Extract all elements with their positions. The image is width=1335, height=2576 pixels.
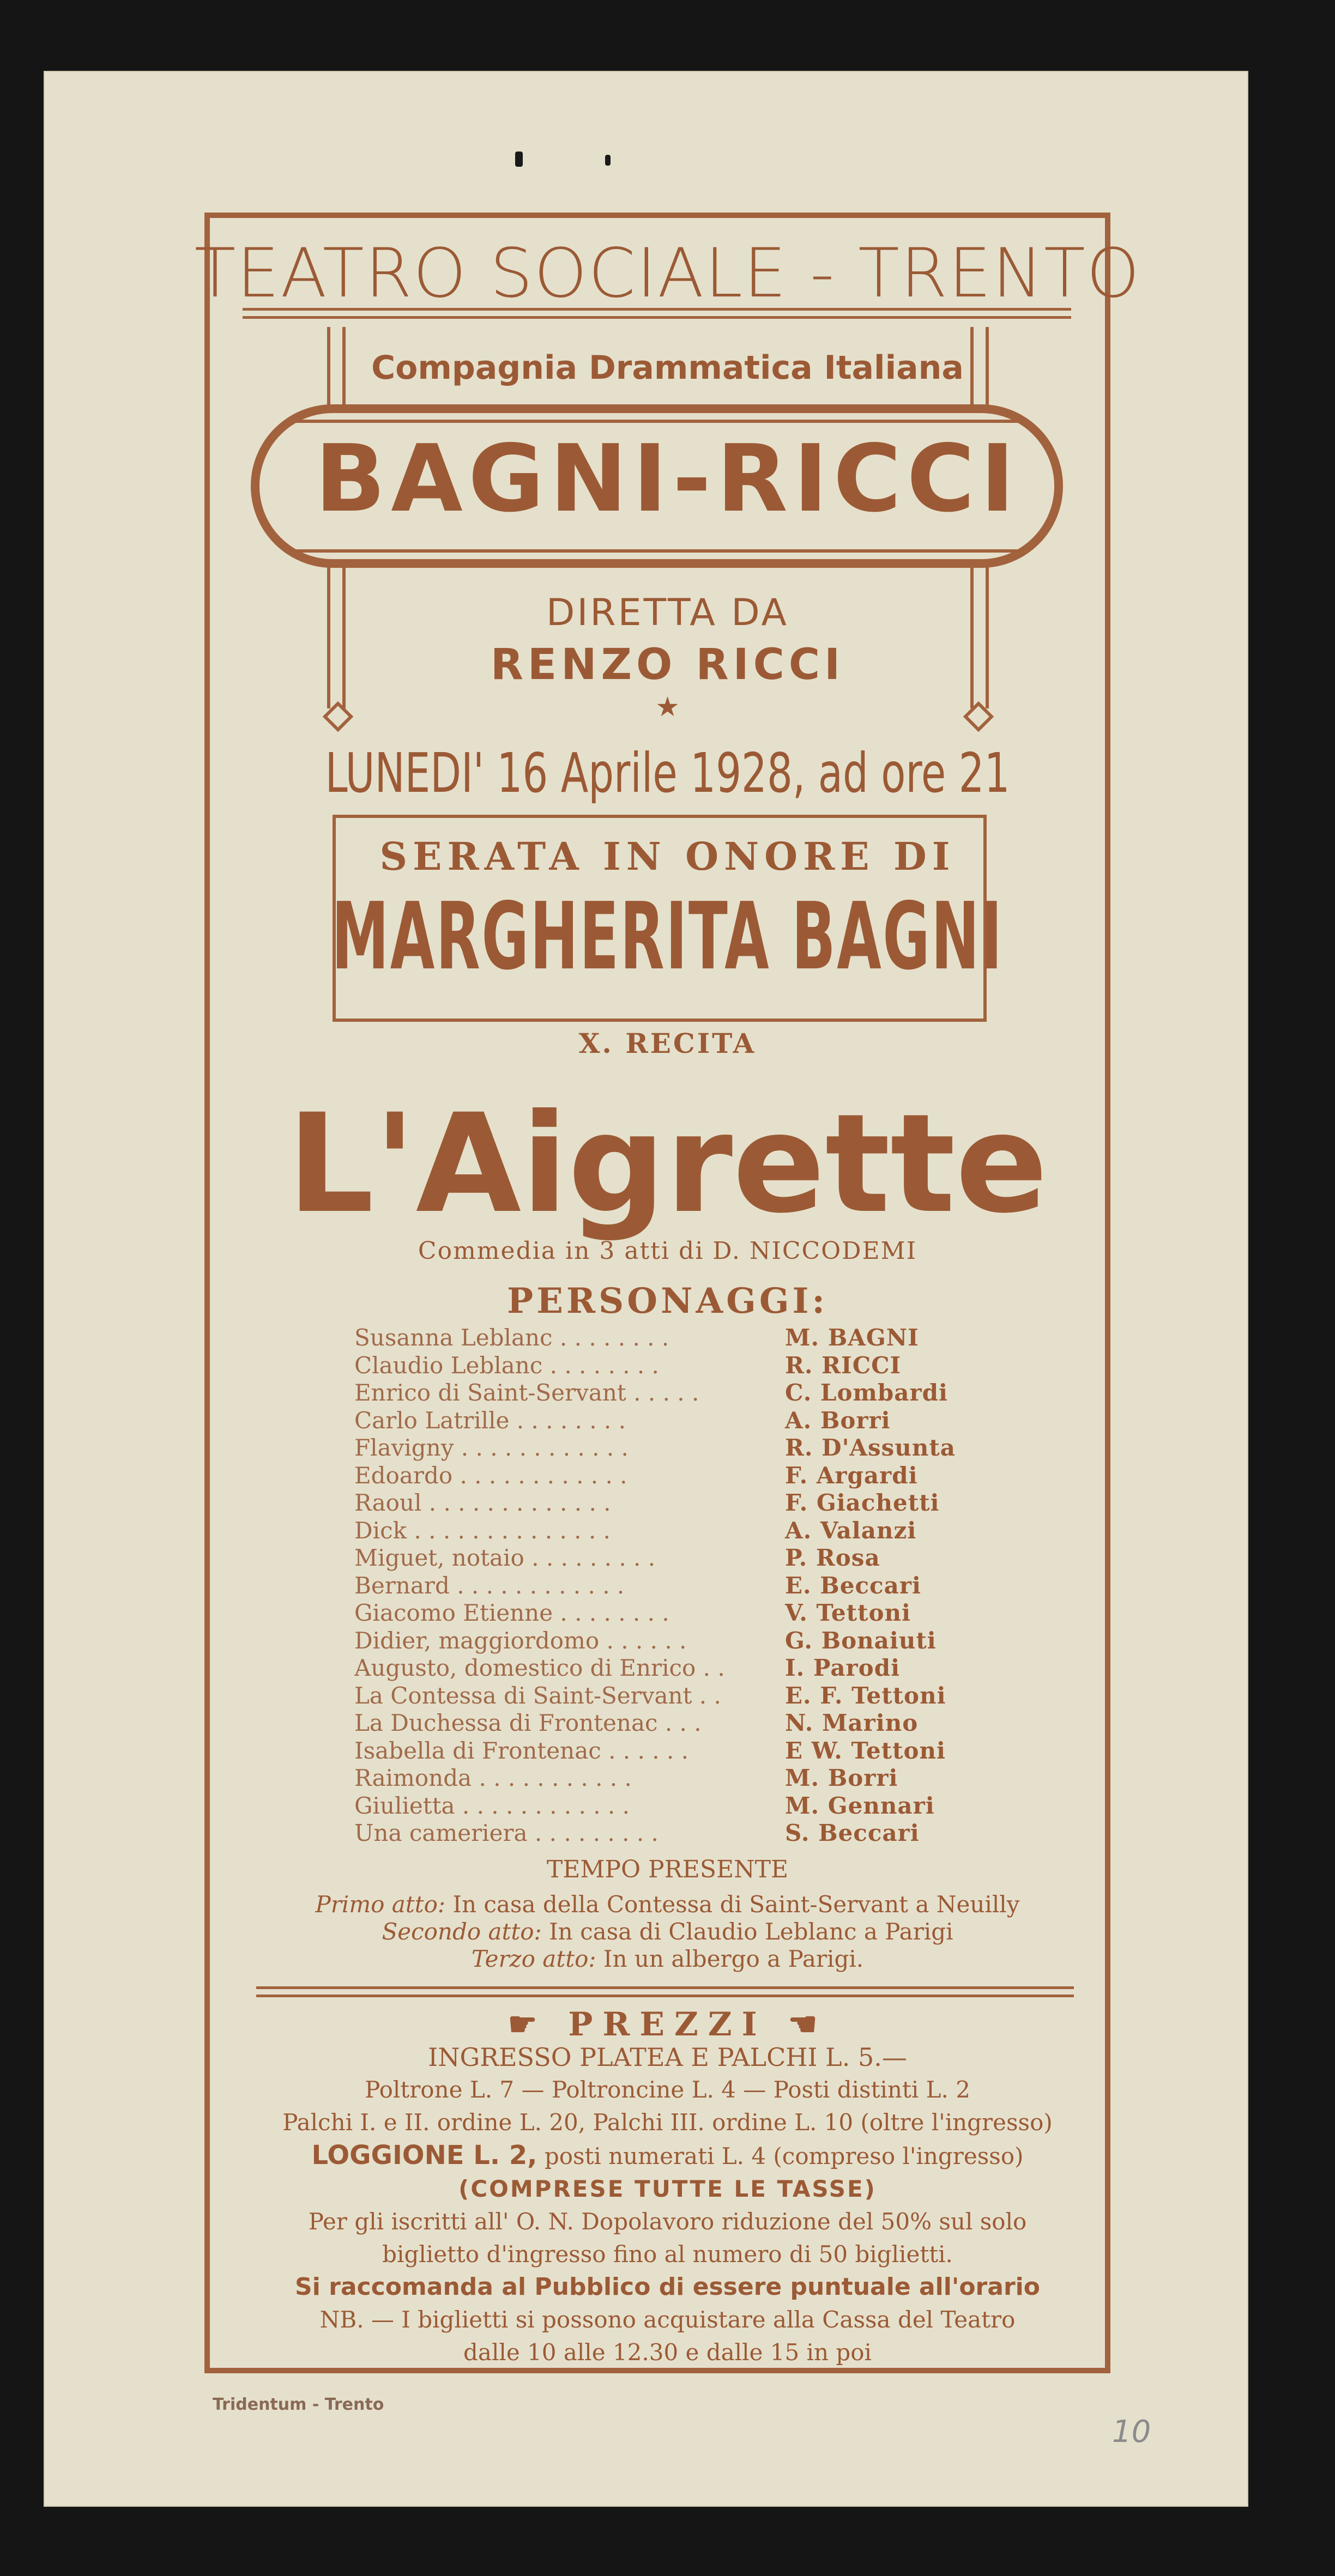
cast-actor: V. Tettoni (785, 1599, 911, 1626)
pointing-hand-left-icon: ☚ (788, 2005, 827, 2044)
cast-list (354, 1324, 998, 1847)
pointing-hand-right-icon: ☛ (508, 2005, 547, 2044)
honor-intro: SERATA IN ONORE DI (379, 834, 956, 879)
punch-hole (515, 151, 523, 167)
cast-row (354, 1820, 998, 1847)
cast-row (354, 1517, 998, 1545)
cast-actor: A. Borri (785, 1407, 891, 1434)
cast-role: Claudio Leblanc . . . . . . . . (354, 1351, 659, 1379)
act-text: In casa della Contessa di Saint-Servant a Neuilly (452, 1891, 1020, 1918)
cast-actor: I. Parodi (785, 1654, 901, 1681)
price-line: Palchi I. e II. ordine L. 20, Palchi III. ordine L. 10 (oltre l'ingresso) (282, 2109, 1053, 2136)
cast-row (354, 1765, 998, 1792)
cast-role: Didier, maggiordomo . . . . . . (354, 1627, 687, 1654)
price-line: Poltrone L. 7 — Poltroncine L. 4 — Posti distinti L. 2 (365, 2076, 970, 2103)
cast-row (354, 1544, 998, 1572)
cast-row (354, 1599, 998, 1627)
discount-line: biglietto d'ingresso fino al numero di 50 biglietti. (382, 2241, 953, 2268)
ticket-note: NB. — I biglietti si possono acquistare alla Cassa del Teatro (319, 2306, 1016, 2333)
prices-block (0, 2041, 1335, 2369)
cast-actor: E. Beccari (785, 1572, 921, 1599)
act-line (0, 1891, 1335, 1918)
performance-date: LUNEDI' 16 Aprile 1928, ad ore 21 (325, 741, 1010, 805)
theatre-name: TEATRO SOCIALE - TRENTO (194, 234, 1141, 313)
price-ingresso: INGRESSO PLATEA E PALCHI L. 5.— (428, 2042, 907, 2072)
cast-role: Susanna Leblanc . . . . . . . . (354, 1324, 669, 1351)
cast-actor: E W. Tettoni (785, 1737, 946, 1764)
cast-role: Raimonda . . . . . . . . . . . (354, 1765, 632, 1791)
cast-row (354, 1462, 998, 1490)
cast-role: Giacomo Etienne . . . . . . . . (354, 1599, 669, 1626)
cast-role: Giulietta . . . . . . . . . . . . (354, 1792, 630, 1819)
cast-role: Edoardo . . . . . . . . . . . . (354, 1462, 627, 1489)
cast-actor: P. Rosa (785, 1544, 880, 1571)
price-tasse: (COMPRESE TUTTE LE TASSE) (458, 2175, 877, 2202)
act-label: Secondo atto: (382, 1918, 542, 1945)
cast-row (354, 1737, 998, 1765)
act-line (0, 1945, 1335, 1973)
printer-credit: Tridentum - Trento (213, 2395, 384, 2414)
act-label: Terzo atto: (471, 1945, 596, 1972)
divider (256, 1986, 1074, 1989)
cast-role: Enrico di Saint-Servant . . . . . (354, 1379, 699, 1406)
cast-role: Flavigny . . . . . . . . . . . . (354, 1434, 629, 1461)
cast-actor: A. Valanzi (785, 1517, 917, 1544)
cast-actor: M. Borri (785, 1765, 898, 1791)
cast-actor: M. Gennari (785, 1792, 935, 1819)
act-label: Primo atto: (315, 1891, 446, 1918)
divider (243, 316, 1071, 319)
prices-title: PREZZI (568, 2005, 767, 2044)
tempo-label: TEMPO PRESENTE (546, 1856, 789, 1883)
cast-role: Raoul . . . . . . . . . . . . . (354, 1489, 611, 1516)
cast-role: La Contessa di Saint-Servant . . (354, 1682, 721, 1709)
troupe-name: BAGNI-RICCI (315, 425, 1020, 533)
cast-role: Miguet, notaio . . . . . . . . . (354, 1544, 656, 1571)
cast-actor: C. Lombardi (785, 1379, 948, 1406)
price-loggione-rest: posti numerati L. 4 (compreso l'ingresso) (544, 2143, 1024, 2169)
act-text: In casa di Claudio Leblanc a Parigi (549, 1918, 953, 1945)
cast-role: Augusto, domestico di Enrico . . (354, 1654, 725, 1681)
cast-row (354, 1379, 998, 1407)
cast-actor: S. Beccari (785, 1820, 920, 1846)
archive-number: 10 (1112, 2414, 1151, 2450)
director-name: RENZO RICCI (490, 640, 845, 689)
cast-row (354, 1682, 998, 1710)
act-text: In un albergo a Parigi. (603, 1945, 864, 1972)
cast-role: Dick . . . . . . . . . . . . . . (354, 1517, 611, 1544)
cast-row (354, 1627, 998, 1655)
cast-actor: E. F. Tettoni (785, 1682, 946, 1709)
cast-actor: G. Bonaiuti (785, 1627, 937, 1654)
cast-role: Carlo Latrille . . . . . . . . (354, 1407, 626, 1434)
cast-row (354, 1434, 998, 1462)
play-title: L'Aigrette (287, 1084, 1048, 1243)
directed-by-label: DIRETTA DA (546, 591, 789, 634)
cast-actor: F. Giachetti (785, 1489, 940, 1516)
cast-row (354, 1489, 998, 1517)
company-name: Compagnia Drammatica Italiana (371, 349, 964, 387)
act-line (0, 1918, 1335, 1945)
cast-actor: M. BAGNI (785, 1324, 919, 1351)
honoree-name: MARGHERITA BAGNI (331, 883, 1004, 991)
punctuality-note: Si raccomanda al Pubblico di essere puntuale all'orario (295, 2273, 1040, 2301)
cast-actor: F. Argardi (785, 1462, 918, 1489)
cast-role: La Duchessa di Frontenac . . . (354, 1710, 702, 1736)
cast-row (354, 1572, 998, 1600)
recita-number: X. RECITA (578, 1027, 757, 1059)
acts-list (0, 1891, 1335, 1973)
star-icon: ★ (655, 691, 680, 723)
cast-role: Isabella di Frontenac . . . . . . (354, 1737, 688, 1764)
cast-row (354, 1407, 998, 1435)
cast-row (354, 1654, 998, 1682)
cast-actor: R. D'Assunta (785, 1434, 956, 1461)
cast-heading: PERSONAGGI: (506, 1281, 829, 1322)
play-subtitle: Commedia in 3 atti di D. NICCODEMI (418, 1237, 917, 1265)
cast-row (354, 1710, 998, 1737)
cast-row (354, 1324, 998, 1352)
cast-row (354, 1352, 998, 1380)
discount-line: Per gli iscritti all' O. N. Dopolavoro riduzione del 50% sul solo (308, 2208, 1027, 2235)
divider (243, 308, 1071, 311)
cast-role: Bernard . . . . . . . . . . . . (354, 1572, 625, 1599)
price-loggione-line (0, 2139, 1335, 2173)
prices-heading (0, 2005, 1335, 2044)
cast-actor: N. Marino (785, 1710, 919, 1736)
price-loggione: LOGGIONE L. 2, (311, 2140, 537, 2171)
punch-hole (605, 155, 611, 166)
cast-row (354, 1792, 998, 1820)
cast-role: Una cameriera . . . . . . . . . (354, 1820, 659, 1846)
ticket-hours: dalle 10 alle 12.30 e dalle 15 in poi (463, 2339, 872, 2366)
cast-actor: R. RICCI (785, 1351, 902, 1379)
divider (256, 1995, 1074, 1997)
